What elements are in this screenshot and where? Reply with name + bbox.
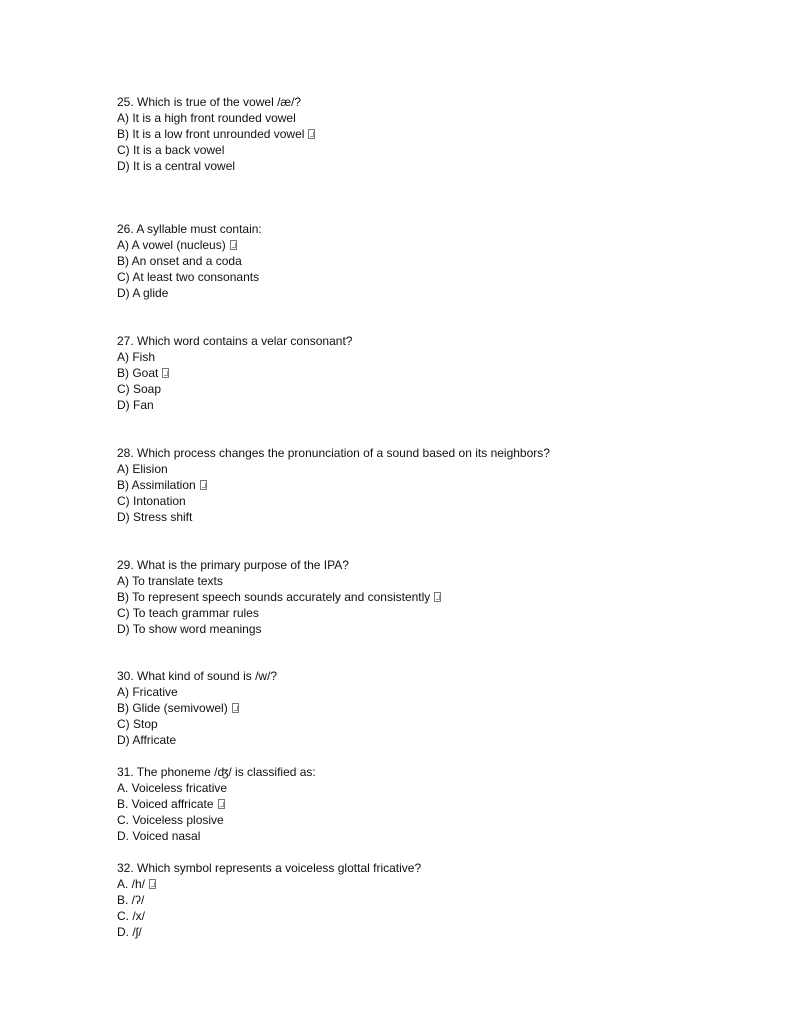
answer-option: A) A vowel (nucleus) [117, 237, 262, 253]
answer-option: B) An onset and a coda [117, 254, 242, 268]
answer-option: D) Stress shift [117, 510, 193, 524]
question-stem: 31. The phoneme /ʤ/ is classified as: [117, 765, 316, 779]
missing-glyph-icon [162, 368, 169, 378]
question-27 [117, 333, 352, 413]
answer-option: A) Fricative [117, 685, 178, 699]
answer-option: C) To teach grammar rules [117, 606, 259, 620]
answer-option: B) Assimilation [117, 477, 550, 493]
missing-glyph-icon [218, 799, 225, 809]
answer-option: D) Fan [117, 398, 154, 412]
answer-option: A) To translate texts [117, 574, 223, 588]
question-25 [117, 94, 315, 174]
answer-option: B) To represent speech sounds accurately and consistently [117, 589, 441, 605]
answer-option: B) It is a low front unrounded vowel [117, 126, 315, 142]
question-stem: 29. What is the primary purpose of the IPA? [117, 558, 349, 572]
answer-option: C) Stop [117, 717, 158, 731]
missing-glyph-icon [230, 240, 237, 250]
question-26 [117, 221, 262, 301]
answer-option: A. Voiceless fricative [117, 781, 228, 795]
answer-option: A) It is a high front rounded vowel [117, 111, 296, 125]
question-32 [117, 860, 421, 940]
answer-option: A) Elision [117, 462, 168, 476]
answer-option: D. /ʃ/ [117, 925, 142, 939]
answer-option: B. Voiced affricate [117, 796, 316, 812]
question-30 [117, 668, 277, 748]
missing-glyph-icon [149, 879, 156, 889]
question-stem: 25. Which is true of the vowel /æ/? [117, 95, 302, 109]
answer-option: C) Intonation [117, 494, 186, 508]
answer-option: D) To show word meanings [117, 622, 262, 636]
answer-option: B) Goat [117, 365, 352, 381]
answer-option: B. /ʔ/ [117, 893, 145, 907]
answer-option: C) Soap [117, 382, 162, 396]
answer-option: B) Glide (semivowel) [117, 700, 277, 716]
answer-option: A. /h/ [117, 876, 421, 892]
answer-option: C) It is a back vowel [117, 143, 225, 157]
missing-glyph-icon [308, 129, 315, 139]
question-stem: 28. Which process changes the pronunciation of a sound based on its neighbors? [117, 446, 550, 460]
question-stem: 27. Which word contains a velar consonant? [117, 334, 353, 348]
answer-option: A) Fish [117, 350, 156, 364]
question-28 [117, 445, 550, 525]
answer-option: D) A glide [117, 286, 169, 300]
answer-option: C) At least two consonants [117, 270, 260, 284]
answer-option: D) It is a central vowel [117, 159, 236, 173]
answer-option: D) Affricate [117, 733, 177, 747]
answer-option: D. Voiced nasal [117, 829, 201, 843]
question-stem: 30. What kind of sound is /w/? [117, 669, 278, 683]
missing-glyph-icon [434, 592, 441, 602]
question-29 [117, 557, 441, 637]
question-stem: 26. A syllable must contain: [117, 222, 262, 236]
missing-glyph-icon [200, 480, 207, 490]
answer-option: C. Voiceless plosive [117, 813, 224, 827]
question-stem: 32. Which symbol represents a voiceless glottal fricative? [117, 861, 422, 875]
missing-glyph-icon [232, 703, 239, 713]
answer-option: C. /x/ [117, 909, 146, 923]
question-31 [117, 764, 316, 844]
